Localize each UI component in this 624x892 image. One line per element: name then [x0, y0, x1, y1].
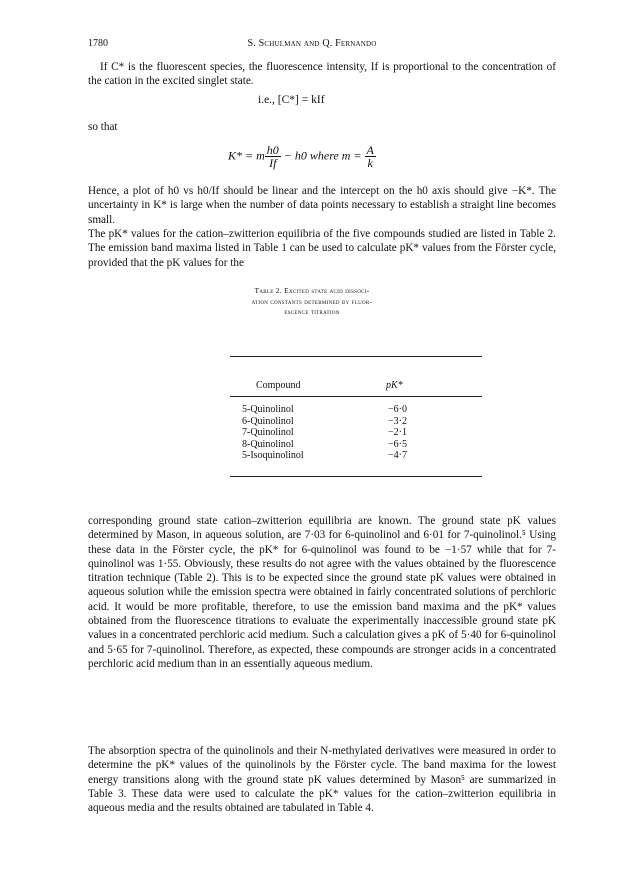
- table-2-pk-value: −6·5: [388, 438, 407, 450]
- table-2-pk-value: −4·7: [388, 450, 407, 462]
- equation-k-star: [228, 144, 376, 169]
- eq-fraction-1: [265, 144, 281, 169]
- table-2-caption: [222, 286, 402, 318]
- so-that-label: [88, 120, 148, 134]
- eq-frac1-numerator: h0: [266, 143, 279, 157]
- intro-text: If C* is the fluorescent species, the fluorescence intensity, If is proportional to the concentration of the cation in the excited singlet state.: [88, 61, 556, 88]
- eq-frac2-numerator: A: [366, 143, 374, 157]
- table-2-header-compound: Compound: [256, 380, 301, 391]
- page-number: 1780: [88, 38, 108, 49]
- paragraph-table-intro: [88, 227, 556, 270]
- paragraph-discussion-text: corresponding ground state cation–zwitterion equilibria are known. The ground state pK values determined by Mason, in aqueous solution, are 7·03 for 6-quinolinol and 6·01 for 7-quinolinol.⁵ Using these data in the Förster cycle, the pK* for 6-quinolinol was found to be −1·57 while that for 7-quinolinol was 1·55. Obviously, these results do not agree with the values obtained by the fluorescence titration technique (Table 2). This is to be expected since the ground state pK values were obtained in aqueous solution while the emission spectra were obtained in fairly concentrated solutions of perchloric acid. It would be more profitable, therefore, to use the emission band maxima and the pK* values obtained from the fluorescence titrations to evaluate the experimentally inaccessible ground state pK values in a concentrated perchloric acid medium. Such a calculation gives a pK of 5·40 for 6-quinolinol and 5·65 for 7-quinolinol. Therefore, as expected, these compounds are stronger acids in a concentrated perchloric acid medium than in an essentially aqueous medium.: [88, 515, 556, 670]
- table-2-compound: 5-Isoquinolinol: [242, 450, 304, 462]
- table-2-caption-line-2: ation constants determined by fluor-: [251, 296, 373, 306]
- running-head: S. Schulman and Q. Fernando: [247, 38, 377, 49]
- table-2-header-rule: [230, 396, 482, 397]
- paragraph-absorption: [88, 744, 556, 815]
- eq-frac2-denominator: k: [367, 156, 373, 170]
- table-2-top-rule: [230, 356, 482, 357]
- table-2-pk-column: [388, 404, 407, 462]
- table-2-caption-line-3: escence titration: [284, 307, 340, 316]
- paragraph-plot-text: Hence, a plot of h0 vs h0/If should be linear and the intercept on the h0 axis should give −K*. The uncertainty in K* is large when the number of data points necessary to establish a straight line becomes small.: [88, 185, 556, 226]
- table-2-compound: 8-Quinolinol: [242, 438, 294, 450]
- table-2-pk-value: −3·2: [388, 415, 407, 427]
- paragraph-discussion: [88, 514, 556, 671]
- table-2-compound: 5-Quinolinol: [242, 404, 294, 415]
- table-2-row: [242, 404, 304, 462]
- table-2-compound: 6-Quinolinol: [242, 415, 294, 427]
- table-2-bottom-rule: [230, 476, 482, 477]
- paragraph-table-intro-text: The pK* values for the cation–zwitterion equilibria of the five compounds studied are listed in Table 2. The emission band maxima listed in Table 1 can be used to calculate pK* values from the Förster cycle, provided that the pK values for the: [88, 228, 556, 269]
- table-2-pk-value: −2·1: [388, 427, 407, 439]
- table-2-pk-value: −6·0: [388, 404, 407, 415]
- paragraph-absorption-text: The absorption spectra of the quinolinols and their N-methylated derivatives were measured in order to determine the pK* values of the quinolinols by the Förster cycle. The band maxima for the lowest energy transitions along with the ground state pK values determined by Mason⁵ are summarized in Table 3. These data were used to calculate the pK* values for the cation–zwitterion equilibria in aqueous media and the results obtained are tabulated in Table 4.: [88, 745, 556, 815]
- table-2-compound: 7-Quinolinol: [242, 427, 294, 439]
- eq-middle: − h0 where m =: [280, 148, 365, 163]
- eq-frac1-denominator: If: [269, 156, 277, 170]
- paragraph-plot: [88, 184, 556, 227]
- intro-paragraph: [88, 60, 556, 89]
- equation-concentration: i.e., [C*] = kIf: [258, 94, 325, 106]
- so-that-text: so that: [88, 121, 118, 133]
- eq-fraction-2: [365, 144, 376, 169]
- table-2-caption-line-1: Table 2. Excited state acid dissoci-: [254, 286, 370, 295]
- eq-lhs: K* = m: [228, 148, 265, 163]
- table-2-header-pk: pK*: [386, 380, 403, 391]
